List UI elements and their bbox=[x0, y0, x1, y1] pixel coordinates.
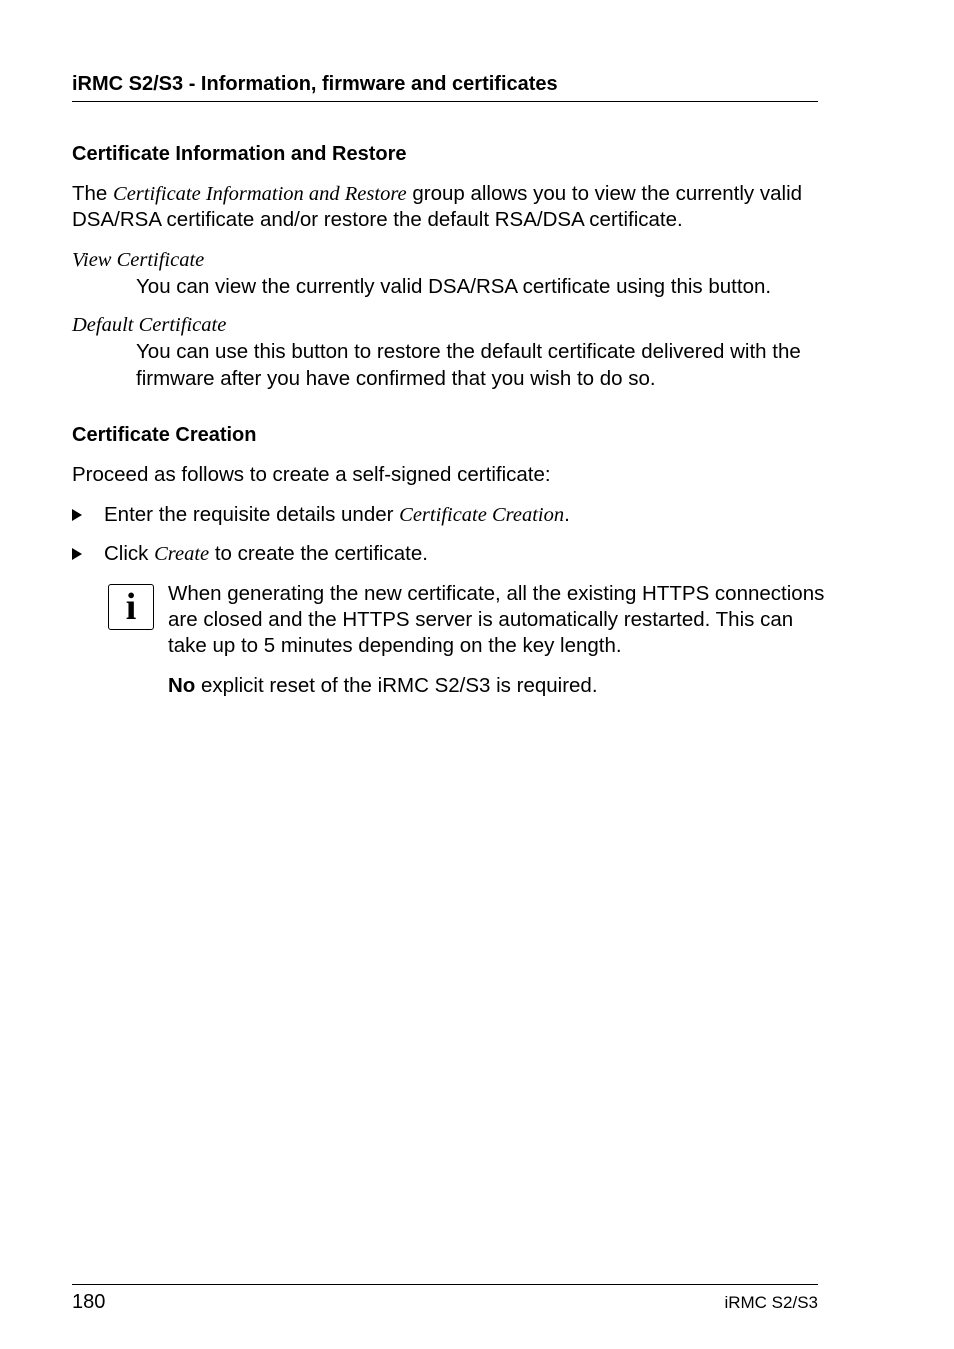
section-intro-paragraph bbox=[72, 181, 818, 233]
info-icon: i bbox=[108, 584, 154, 630]
footer-title: iRMC S2/S3 bbox=[724, 1293, 818, 1312]
intro-text-before: The bbox=[72, 182, 114, 205]
document-page bbox=[72, 0, 825, 1349]
bullet-arrow-icon bbox=[72, 548, 82, 560]
intro-text-after: group allows you to view the currently valid DSA/RSA certificate and/or restore the default RSA/DSA certificate. bbox=[72, 182, 803, 231]
step-text-before: Click bbox=[104, 542, 155, 565]
step-text-after: . bbox=[564, 503, 570, 526]
step-text-before: Enter the requisite details under bbox=[104, 503, 400, 526]
footer-rule bbox=[72, 1284, 818, 1285]
step-emphasis: Create bbox=[154, 543, 210, 565]
step-text bbox=[104, 502, 570, 528]
note-text: When generating the new certificate, all the existing HTTPS connections are closed and the HTTPS server is automatically restarted. This can take up to 5 minutes depending on the key length. bbox=[168, 582, 825, 657]
running-head: iRMC S2/S3 - Information, firmware and certificates bbox=[72, 72, 818, 102]
description-view-certificate: You can view the currently valid DSA/RSA certificate using this button. bbox=[136, 275, 772, 298]
step-text-after: to create the certificate. bbox=[209, 542, 428, 565]
section-heading-certificate-creation: Certificate Creation bbox=[72, 424, 257, 446]
description-default-certificate: You can use this button to restore the default certificate delivered with the firmware after you have confirmed that you wish to do so. bbox=[136, 340, 801, 390]
note-second-paragraph bbox=[168, 673, 828, 699]
term-default-certificate: Default Certificate bbox=[72, 314, 227, 336]
intro-emphasis: Certificate Information and Restore bbox=[113, 183, 407, 205]
creation-intro-paragraph: Proceed as follows to create a self-signed certificate: bbox=[72, 463, 551, 486]
page-number: 180 bbox=[72, 1291, 106, 1313]
bullet-arrow-icon bbox=[72, 509, 82, 521]
step-text bbox=[104, 541, 428, 567]
term-view-certificate: View Certificate bbox=[72, 249, 205, 271]
note-bold-word: No bbox=[168, 674, 196, 697]
step-emphasis: Certificate Creation bbox=[399, 504, 565, 526]
section-heading-certificate-information: Certificate Information and Restore bbox=[72, 143, 407, 165]
note-second-rest: explicit reset of the iRMC S2/S3 is required. bbox=[195, 674, 598, 697]
